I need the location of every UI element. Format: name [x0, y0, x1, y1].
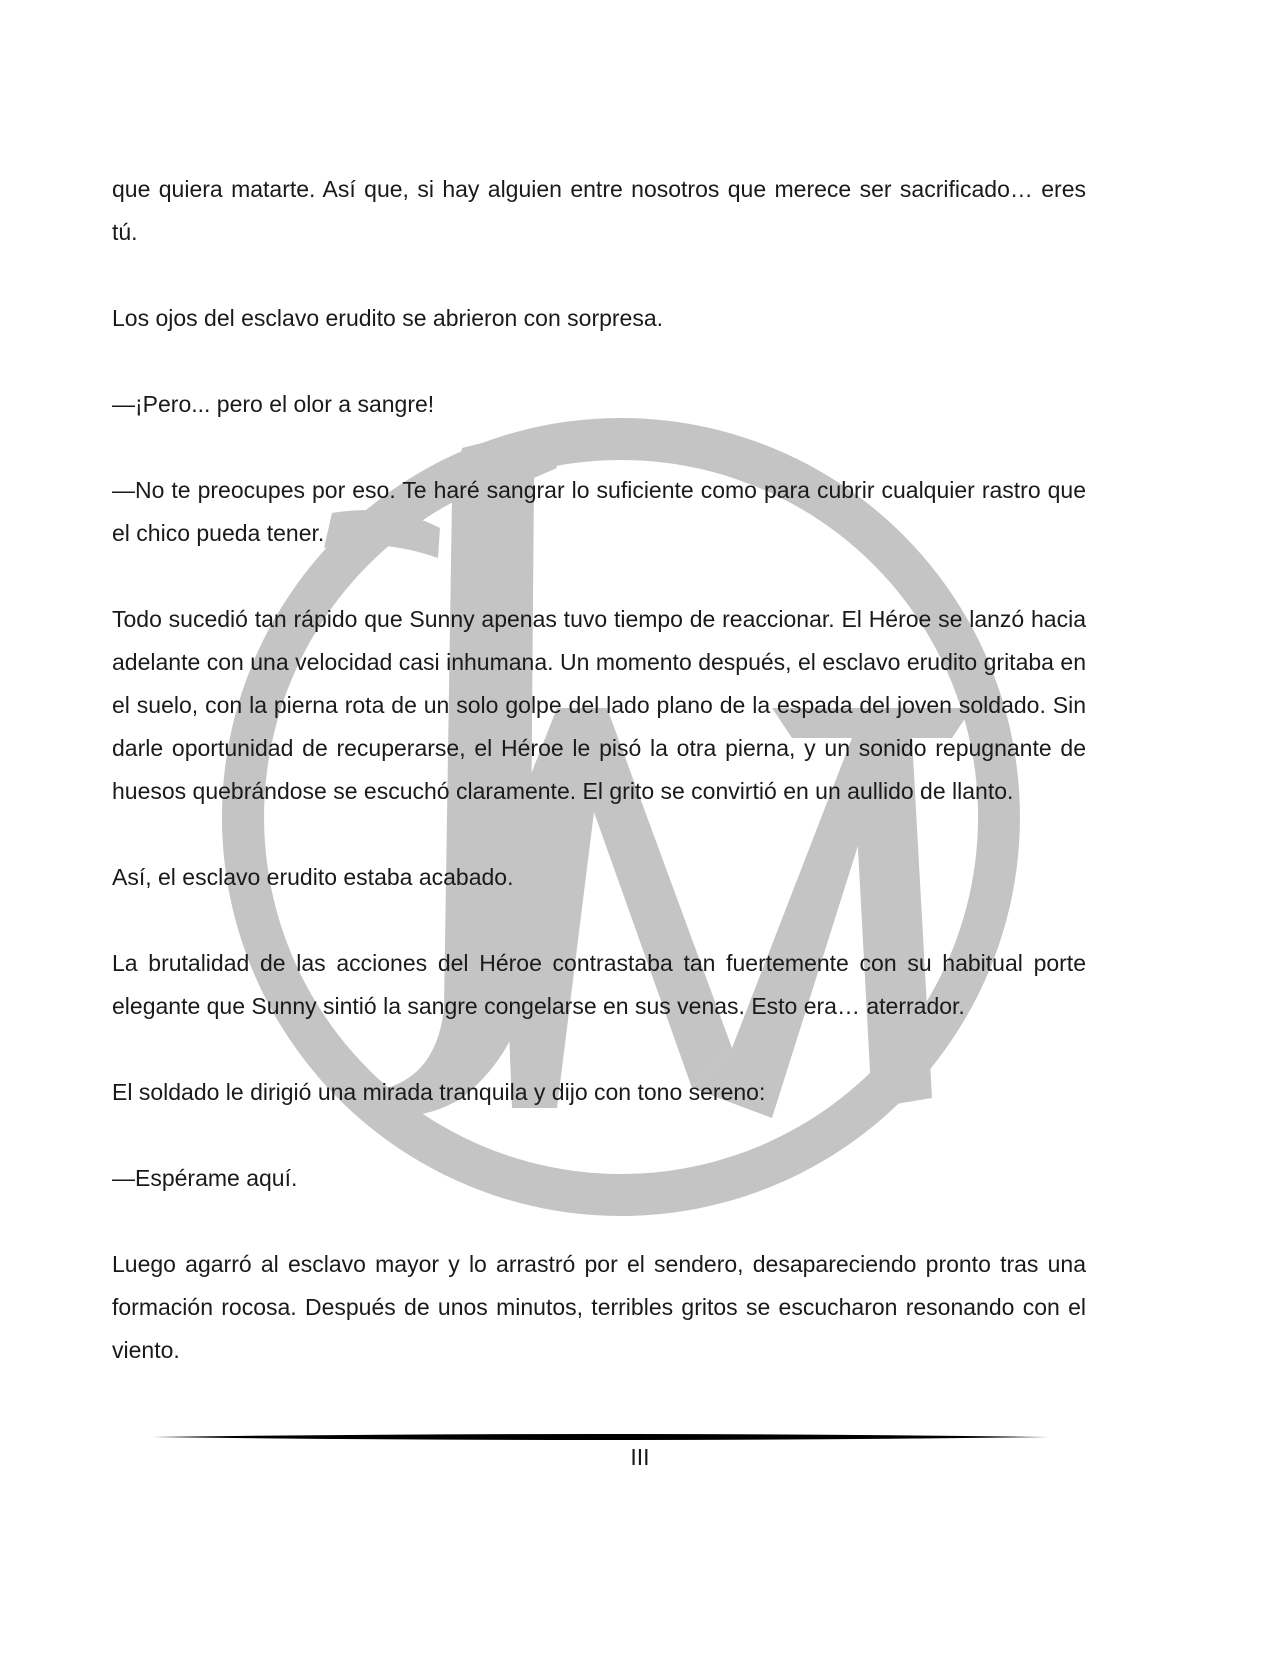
footer-divider	[152, 1432, 1048, 1442]
page-number: III	[630, 1444, 650, 1470]
paragraph: —¡Pero... pero el olor a sangre!	[112, 391, 435, 417]
paragraph: Luego agarró al esclavo mayor y lo arrastró por el sendero, desapareciendo pronto tras una formación rocosa. Después de unos minutos, terribles gritos se escucharon resonando con el viento.	[112, 1251, 1086, 1363]
paragraph: que quiera matarte. Así que, si hay alguien entre nosotros que merece ser sacrificado… eres tú.	[112, 176, 1086, 245]
body-text	[112, 168, 1086, 1415]
paragraph: El soldado le dirigió una mirada tranquila y dijo con tono sereno:	[112, 1079, 766, 1105]
paragraph: Los ojos del esclavo erudito se abrieron con sorpresa.	[112, 305, 664, 331]
paragraph: Todo sucedió tan rápido que Sunny apenas tuvo tiempo de reaccionar. El Héroe se lanzó hacia adelante con una velocidad casi inhumana. Un momento después, el esclavo erudito gritaba en el suelo, con la pierna rota de un solo golpe del lado plano de la espada del joven soldado. Sin darle oportunidad de recuperarse, el Héroe le pisó la otra pierna, y un sonido repugnante de huesos quebrándose se escuchó claramente. El grito se convirtió en un aullido de llanto.	[112, 606, 1086, 804]
paragraph: —No te preocupes por eso. Te haré sangrar lo suficiente como para cubrir cualquier rastro que el chico pueda tener.	[112, 477, 1086, 546]
paragraph: —Espérame aquí.	[112, 1165, 298, 1191]
paragraph: Así, el esclavo erudito estaba acabado.	[112, 864, 514, 890]
paragraph: La brutalidad de las acciones del Héroe contrastaba tan fuertemente con su habitual porte elegante que Sunny sintió la sangre congelarse en sus venas. Esto era… aterrador.	[112, 950, 1086, 1019]
